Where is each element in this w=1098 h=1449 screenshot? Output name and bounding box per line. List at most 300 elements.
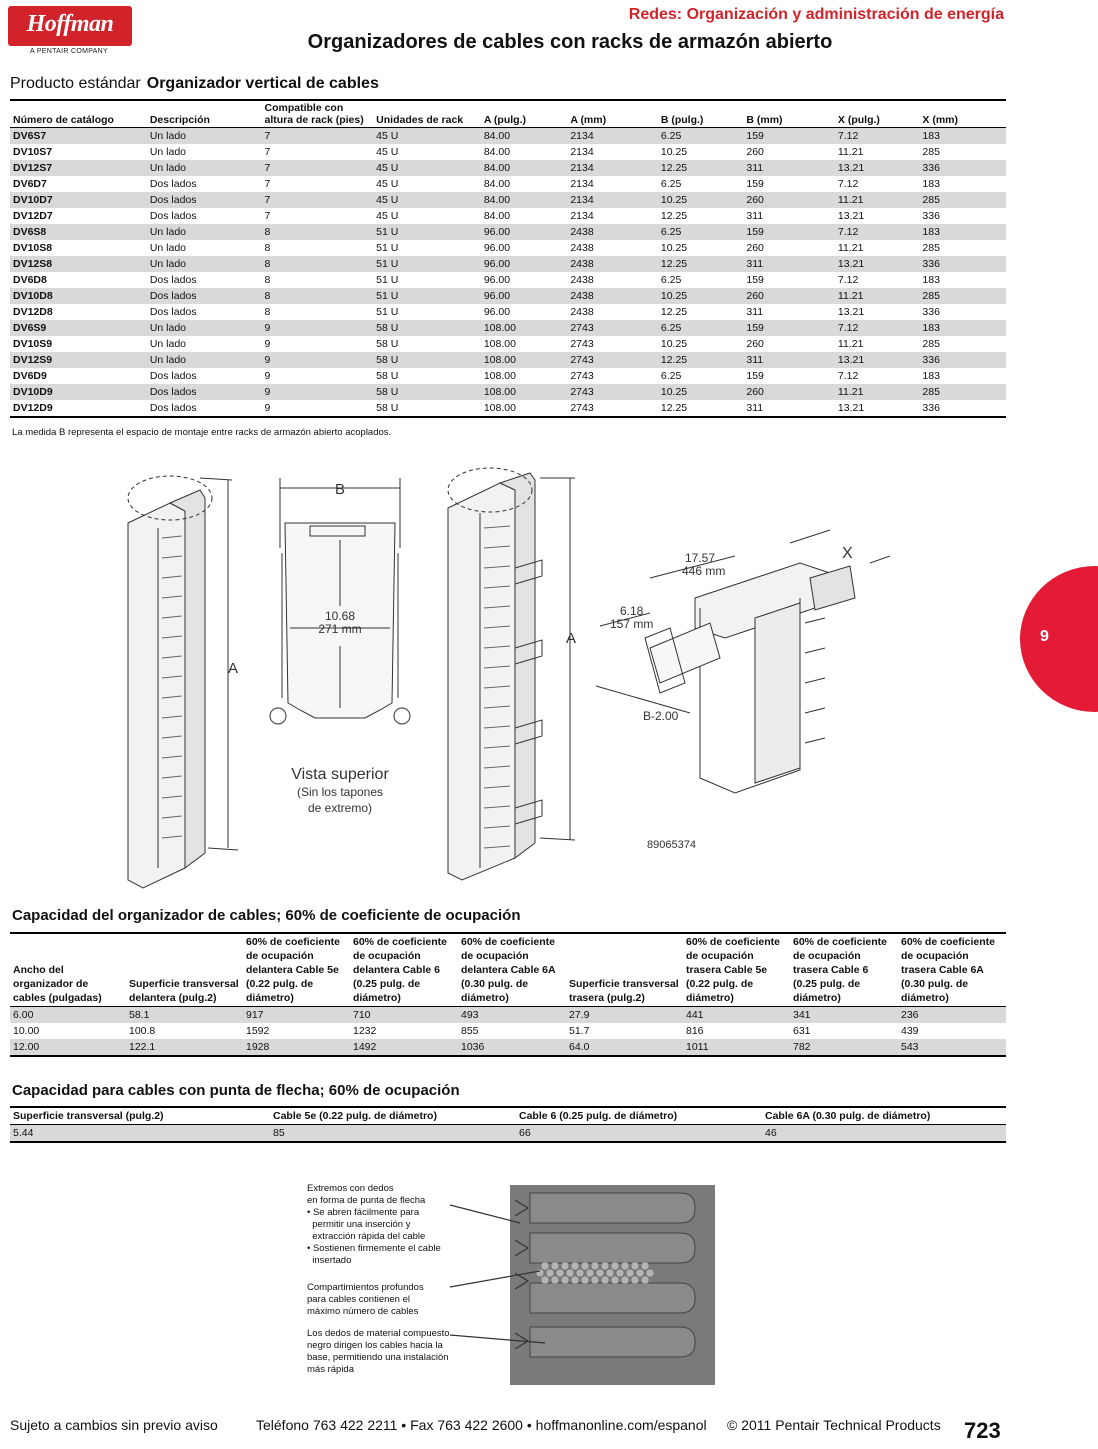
table-cell: 183 xyxy=(922,178,940,190)
table-row xyxy=(10,224,1006,240)
callout-line: base, permitiendo una instalación xyxy=(307,1352,449,1363)
catalog-header-cell: X (mm) xyxy=(919,100,1006,128)
table-cell: 10.00 xyxy=(13,1025,40,1037)
table-cell: DV10D8 xyxy=(10,288,147,304)
table-cell: 11.21 xyxy=(837,338,864,350)
table-cell: 8 xyxy=(264,306,271,318)
label-a-middle: A xyxy=(566,630,577,647)
table-cell: 45 U xyxy=(376,146,399,158)
catalog-header-cell: A (pulg.) xyxy=(481,100,568,128)
callout-line: insertado xyxy=(307,1255,352,1266)
table-cell: 183 xyxy=(919,224,1006,240)
part-number: 89065374 xyxy=(647,839,696,851)
table-cell: Dos lados xyxy=(147,192,262,208)
table-row xyxy=(10,384,1006,400)
table-cell: 311 xyxy=(743,256,835,272)
table-cell: 8 xyxy=(262,224,374,240)
callout-line: máximo número de cables xyxy=(307,1306,419,1317)
table-cell: 11.21 xyxy=(835,288,920,304)
table-cell: 439 xyxy=(901,1025,919,1037)
table-cell: DV12D7 xyxy=(13,210,53,222)
table-cell: 9 xyxy=(264,402,271,414)
table-cell: 45 U xyxy=(373,160,481,176)
table-row xyxy=(10,240,1006,256)
product-subtitle xyxy=(10,75,379,93)
table-cell: 108.00 xyxy=(483,402,516,414)
capacity-header-cell: Superficie transversal delantera (pulg.2) xyxy=(126,933,243,1007)
table-cell: Dos lados xyxy=(147,384,262,400)
table-cell: 2743 xyxy=(570,402,594,414)
label-x: X xyxy=(842,545,853,562)
dim-b-minus: B-2.00 xyxy=(643,709,679,723)
callout-line: Compartimientos profundos xyxy=(307,1282,424,1293)
table-cell: 84.00 xyxy=(481,128,568,145)
table-cell: DV10S9 xyxy=(13,338,53,350)
table-cell: 58 U xyxy=(376,402,399,414)
table-cell: 51 U xyxy=(373,224,481,240)
product-name: Organizador vertical de cables xyxy=(146,75,379,92)
table-cell: 85 xyxy=(270,1125,516,1143)
callout-line: • Sostienen firmemente el cable xyxy=(307,1243,441,1254)
table-cell: 9 xyxy=(262,384,374,400)
table-cell: Un lado xyxy=(147,352,262,368)
table-cell: 2134 xyxy=(570,178,594,190)
table-cell: 10.25 xyxy=(660,242,688,254)
table-cell: DV12S9 xyxy=(10,352,147,368)
catalog-header-cell: B (pulg.) xyxy=(658,100,744,128)
table-cell: 84.00 xyxy=(481,160,568,176)
table-cell: 12.25 xyxy=(658,256,744,272)
table-cell: 27.9 xyxy=(566,1007,683,1024)
table-cell: Un lado xyxy=(147,256,262,272)
table-cell: 285 xyxy=(919,192,1006,208)
table-row xyxy=(10,272,1006,288)
table-cell: 236 xyxy=(898,1007,1006,1024)
table-cell: 2438 xyxy=(570,242,594,254)
catalog-header-cell: Número de catálogo xyxy=(10,100,147,128)
table-cell: DV12D9 xyxy=(13,402,53,414)
table-cell: 2743 xyxy=(570,338,594,350)
table-cell: 12.00 xyxy=(10,1039,126,1056)
table-cell: DV12S7 xyxy=(10,160,147,176)
dim-depth-in: 6.18 xyxy=(620,604,644,618)
table-cell: 8 xyxy=(262,256,374,272)
table-row xyxy=(10,368,1006,384)
table-cell: 108.00 xyxy=(483,338,516,350)
table-cell: Un lado xyxy=(149,338,187,350)
table-cell: 122.1 xyxy=(126,1039,243,1056)
callout-line: más rápida xyxy=(307,1364,354,1375)
table-cell: 2743 xyxy=(567,384,658,400)
table-cell: DV6D7 xyxy=(13,178,47,190)
table-cell: 8 xyxy=(262,288,374,304)
table-cell: 336 xyxy=(922,306,940,318)
table-cell: 6.25 xyxy=(660,370,682,382)
table-cell: 58.1 xyxy=(126,1007,243,1024)
table-cell: 58 U xyxy=(376,338,399,350)
table-cell: 260 xyxy=(743,288,835,304)
table-cell: Un lado xyxy=(149,242,187,254)
page-title: Organizadores de cables con racks de armazón abierto xyxy=(307,31,833,53)
table-cell: 51.7 xyxy=(569,1025,590,1037)
callout-line: para cables contienen el xyxy=(307,1294,410,1305)
table-cell: 159 xyxy=(743,128,835,145)
table-row xyxy=(10,352,1006,368)
callout-line: extracción rápida del cable xyxy=(307,1231,426,1242)
arrow-header-cell: Cable 6 (0.25 pulg. de diámetro) xyxy=(516,1107,762,1125)
label-b: B xyxy=(334,481,346,498)
table-cell: 159 xyxy=(746,370,764,382)
table-cell: 543 xyxy=(898,1039,1006,1056)
table-cell: DV6D8 xyxy=(13,274,47,286)
page-number: 723 xyxy=(964,1418,1001,1443)
table-cell: 108.00 xyxy=(481,320,568,336)
table-cell: 10.25 xyxy=(660,338,688,350)
table-cell: 45 U xyxy=(376,178,399,190)
catalog-header-cell: A (mm) xyxy=(567,100,658,128)
footer-contact: Teléfono 763 422 2211 • Fax 763 422 2600 • hoffmanonline.com/espanol xyxy=(256,1417,707,1433)
arrow-header-cell: Superficie transversal (pulg.2) xyxy=(10,1107,270,1125)
table-cell: 260 xyxy=(743,192,835,208)
table-cell: 51 U xyxy=(373,288,481,304)
table-cell: 51 U xyxy=(376,242,399,254)
table-cell: DV6S7 xyxy=(10,128,147,145)
table-cell: 7 xyxy=(264,178,271,190)
table-cell: DV12D8 xyxy=(13,306,53,318)
organizer-left-drawing xyxy=(128,476,238,888)
capacity-header-cell: 60% de coeficiente de ocupación trasera Cable 6 (0.25 pulg. de diámetro) xyxy=(790,933,898,1007)
table-cell: 631 xyxy=(793,1025,811,1037)
detail-isometric-drawing xyxy=(596,530,890,793)
table-cell: 7 xyxy=(262,192,374,208)
table-cell: 7.12 xyxy=(835,320,920,336)
table-cell: 7.12 xyxy=(835,128,920,145)
table-cell: Un lado xyxy=(147,128,262,145)
table-cell: 260 xyxy=(746,242,764,254)
table-cell: 816 xyxy=(686,1025,704,1037)
table-cell: 260 xyxy=(746,338,764,350)
table-cell: 7.12 xyxy=(837,370,859,382)
arrow-capacity-title: Capacidad para cables con punta de flecha; 60% de ocupación xyxy=(12,1082,460,1099)
table-cell: 66 xyxy=(516,1125,762,1143)
table-cell: 96.00 xyxy=(483,306,511,318)
catalog-header-cell: Unidades de rack xyxy=(373,100,481,128)
table-cell: 7 xyxy=(264,146,271,158)
table-row xyxy=(10,176,1006,192)
table-cell: 84.00 xyxy=(483,178,511,190)
table-cell: 9 xyxy=(264,338,271,350)
capacity-title: Capacidad del organizador de cables; 60% de coeficiente de ocupación xyxy=(12,907,521,924)
table-cell: 84.00 xyxy=(481,192,568,208)
capacity-table xyxy=(10,932,1006,1057)
table-cell: 108.00 xyxy=(481,384,568,400)
table-cell: 96.00 xyxy=(481,224,568,240)
table-cell: 46 xyxy=(762,1125,1006,1143)
table-cell: 8 xyxy=(264,274,271,286)
table-cell: 493 xyxy=(458,1007,566,1024)
table-cell: 285 xyxy=(922,146,940,158)
table-cell: 58 U xyxy=(376,370,399,382)
footer-copyright: © 2011 Pentair Technical Products xyxy=(727,1417,941,1433)
table-cell: 6.25 xyxy=(658,224,744,240)
top-view-drawing xyxy=(270,478,410,724)
table-row xyxy=(10,256,1006,272)
table-cell: 311 xyxy=(746,306,764,318)
arrow-header-cell: Cable 6A (0.30 pulg. de diámetro) xyxy=(762,1107,1006,1125)
table-cell: 7 xyxy=(262,160,374,176)
table-cell: 2743 xyxy=(567,320,658,336)
organizer-middle-drawing xyxy=(448,468,575,880)
chapter-number: 9 xyxy=(1040,628,1049,645)
table-cell: 96.00 xyxy=(481,256,568,272)
table-cell: 336 xyxy=(919,352,1006,368)
table-cell: DV6D9 xyxy=(13,370,47,382)
table-cell: 159 xyxy=(746,274,764,286)
callout-arrowhead-fingers xyxy=(307,1183,441,1267)
table-cell: 58 U xyxy=(373,320,481,336)
table-cell: Dos lados xyxy=(149,178,197,190)
table-cell: 45 U xyxy=(376,210,399,222)
table-cell: 2134 xyxy=(570,146,594,158)
table-cell: Dos lados xyxy=(149,210,197,222)
chapter-tab xyxy=(1020,566,1098,712)
table-cell: Dos lados xyxy=(149,402,197,414)
catalog-header-cell: B (mm) xyxy=(743,100,835,128)
table-cell: 285 xyxy=(922,338,940,350)
table-cell: Dos lados xyxy=(147,288,262,304)
table-cell: 311 xyxy=(746,402,764,414)
table-note: La medida B representa el espacio de montaje entre racks de armazón abierto acoplados. xyxy=(12,427,392,438)
table-cell: 45 U xyxy=(373,192,481,208)
table-row xyxy=(10,320,1006,336)
table-cell: 64.0 xyxy=(566,1039,683,1056)
table-cell: 2134 xyxy=(567,160,658,176)
table-cell: 96.00 xyxy=(481,288,568,304)
dim-depth-mm: 157 mm xyxy=(610,617,654,631)
table-cell: 917 xyxy=(243,1007,350,1024)
table-cell: 58 U xyxy=(373,384,481,400)
capacity-header-cell: 60% de coeficiente de ocupación trasera Cable 5e (0.22 pulg. de diámetro) xyxy=(683,933,790,1007)
table-cell: DV6S8 xyxy=(10,224,147,240)
catalog-header-cell: Compatible con altura de rack (pies) xyxy=(262,100,374,128)
table-cell: 8 xyxy=(264,242,271,254)
table-cell: 1928 xyxy=(243,1039,350,1056)
table-row xyxy=(10,1125,1006,1143)
table-cell: 7.12 xyxy=(837,178,859,190)
table-row xyxy=(10,208,1006,224)
callout-line: Los dedos de material compuesto xyxy=(307,1328,450,1339)
table-cell: 13.21 xyxy=(837,306,865,318)
capacity-header-cell: 60% de coeficiente de ocupación delantera Cable 6A (0.30 pulg. de diámetro) xyxy=(458,933,566,1007)
capacity-header-cell: 60% de coeficiente de ocupación delantera Cable 6 (0.25 pulg. de diámetro) xyxy=(350,933,458,1007)
table-cell: 260 xyxy=(743,384,835,400)
table-cell: 12.25 xyxy=(660,210,688,222)
table-cell: 341 xyxy=(790,1007,898,1024)
table-cell: 13.21 xyxy=(835,160,920,176)
table-cell: Dos lados xyxy=(149,370,197,382)
table-cell: 100.8 xyxy=(129,1025,156,1037)
table-row xyxy=(10,160,1006,176)
top-view-label: Vista superior xyxy=(291,766,389,783)
table-cell: 285 xyxy=(919,288,1006,304)
table-cell: 13.21 xyxy=(835,256,920,272)
table-cell: 11.21 xyxy=(837,242,864,254)
table-cell: Dos lados xyxy=(149,274,197,286)
table-cell: Un lado xyxy=(147,320,262,336)
table-row xyxy=(10,1039,1006,1056)
table-cell: 51 U xyxy=(376,274,399,286)
table-cell: 12.25 xyxy=(660,402,688,414)
table-cell: 2134 xyxy=(567,128,658,145)
table-cell: 12.25 xyxy=(658,352,744,368)
table-cell: DV10D9 xyxy=(10,384,147,400)
table-cell: 2438 xyxy=(567,224,658,240)
table-cell: 9 xyxy=(262,352,374,368)
dim-width-mm: 446 mm xyxy=(682,564,726,578)
label-a-left: A xyxy=(228,660,239,677)
table-cell: 6.25 xyxy=(660,178,682,190)
table-cell: 311 xyxy=(743,352,835,368)
table-cell: 58 U xyxy=(373,352,481,368)
table-row xyxy=(10,128,1006,145)
catalog-header-cell: Descripción xyxy=(147,100,262,128)
dim-inner-in: 10.68 xyxy=(324,609,356,623)
table-cell: 11.21 xyxy=(835,192,920,208)
table-cell: 10.25 xyxy=(658,192,744,208)
table-cell: 336 xyxy=(919,160,1006,176)
table-cell: DV6S9 xyxy=(10,320,147,336)
capacity-table-header xyxy=(10,933,1006,1007)
top-view-note1: (Sin los tapones xyxy=(296,785,384,799)
table-cell: 710 xyxy=(350,1007,458,1024)
table-cell: 6.25 xyxy=(658,320,744,336)
table-cell: 159 xyxy=(743,320,835,336)
table-row xyxy=(10,400,1006,417)
table-row xyxy=(10,1007,1006,1024)
table-cell: DV12S8 xyxy=(10,256,147,272)
table-cell: 159 xyxy=(743,224,835,240)
catalog-table xyxy=(10,99,1006,418)
table-cell: 2438 xyxy=(570,274,594,286)
capacity-header-cell: 60% de coeficiente de ocupación trasera Cable 6A (0.30 pulg. de diámetro) xyxy=(898,933,1006,1007)
table-cell: 10.25 xyxy=(658,384,744,400)
table-cell: 51 U xyxy=(373,256,481,272)
table-cell: 311 xyxy=(743,160,835,176)
table-row xyxy=(10,288,1006,304)
arrow-header-cell: Cable 5e (0.22 pulg. de diámetro) xyxy=(270,1107,516,1125)
callout-line: en forma de punta de flecha xyxy=(307,1195,426,1206)
table-cell: 11.21 xyxy=(837,146,864,158)
table-cell: 96.00 xyxy=(483,274,511,286)
arrow-capacity-table xyxy=(10,1106,1006,1143)
capacity-header-cell: Superficie transversal trasera (pulg.2) xyxy=(566,933,683,1007)
table-cell: 13.21 xyxy=(837,210,865,222)
table-cell: 183 xyxy=(922,370,940,382)
table-cell: 159 xyxy=(746,178,764,190)
table-cell: 13.21 xyxy=(837,402,865,414)
table-cell: 7.12 xyxy=(837,274,859,286)
table-cell: 6.00 xyxy=(10,1007,126,1024)
table-cell: 108.00 xyxy=(483,370,516,382)
table-cell: 2134 xyxy=(567,192,658,208)
table-cell: 2743 xyxy=(570,370,594,382)
table-cell: 1036 xyxy=(458,1039,566,1056)
table-cell: 2743 xyxy=(567,352,658,368)
table-row xyxy=(10,336,1006,352)
table-cell: 336 xyxy=(922,210,940,222)
catalog-table-header xyxy=(10,100,1006,128)
table-row xyxy=(10,304,1006,320)
table-cell: 7.12 xyxy=(835,224,920,240)
callout-line: • Se abren fácilmente para xyxy=(307,1207,420,1218)
table-cell: 9 xyxy=(262,320,374,336)
table-cell: DV10S8 xyxy=(13,242,53,254)
table-row xyxy=(10,144,1006,160)
table-cell: 11.21 xyxy=(835,384,920,400)
table-cell: 12.25 xyxy=(658,160,744,176)
table-row xyxy=(10,1023,1006,1039)
table-cell: 9 xyxy=(264,370,271,382)
table-cell: 2438 xyxy=(567,288,658,304)
callout-line: negro dirigen los cables hacia la xyxy=(307,1340,443,1351)
table-cell: 10.25 xyxy=(660,146,688,158)
table-cell: 311 xyxy=(746,210,764,222)
table-cell: 855 xyxy=(461,1025,479,1037)
table-cell: 84.00 xyxy=(483,146,511,158)
dim-inner-mm: 271 mm xyxy=(318,622,362,636)
table-cell: 1011 xyxy=(683,1039,790,1056)
table-cell: 96.00 xyxy=(483,242,511,254)
section-heading: Redes: Organización y administración de energía xyxy=(628,6,1004,23)
callout-line: permitir una inserción y xyxy=(307,1219,411,1230)
catalog-header-cell: X (pulg.) xyxy=(835,100,920,128)
arrow-table-header xyxy=(10,1107,1006,1125)
table-cell: 13.21 xyxy=(835,352,920,368)
table-cell: 5.44 xyxy=(10,1125,270,1143)
capacity-header-cell: 60% de coeficiente de ocupación delantera Cable 5e (0.22 pulg. de diámetro) xyxy=(243,933,350,1007)
table-cell: 441 xyxy=(683,1007,790,1024)
table-cell: 1592 xyxy=(246,1025,270,1037)
table-cell: 7 xyxy=(262,128,374,145)
table-cell: 1232 xyxy=(353,1025,377,1037)
product-label: Producto estándar xyxy=(10,75,141,92)
capacity-header-cell: Ancho del organizador de cables (pulgadas) xyxy=(10,933,126,1007)
table-cell: 2438 xyxy=(570,306,594,318)
top-view-note2: de extremo) xyxy=(307,801,373,815)
table-cell: 336 xyxy=(919,256,1006,272)
technical-drawing xyxy=(110,448,1010,898)
table-cell: Un lado xyxy=(147,224,262,240)
table-cell: DV10S7 xyxy=(13,146,53,158)
table-cell: 7 xyxy=(264,210,271,222)
table-cell: 183 xyxy=(919,320,1006,336)
table-row xyxy=(10,192,1006,208)
table-cell: 260 xyxy=(746,146,764,158)
table-cell: 2438 xyxy=(567,256,658,272)
table-cell: DV10D7 xyxy=(10,192,147,208)
table-cell: 782 xyxy=(790,1039,898,1056)
table-cell: 183 xyxy=(919,128,1006,145)
table-cell: 6.25 xyxy=(660,274,682,286)
table-cell: 12.25 xyxy=(660,306,688,318)
table-cell: Un lado xyxy=(147,160,262,176)
logo-text: Hoffman xyxy=(26,11,114,37)
logo-subtitle: A PENTAIR COMPANY xyxy=(30,48,108,55)
table-cell: 336 xyxy=(922,402,940,414)
callout-deep-compartments xyxy=(307,1282,424,1318)
callout-line: Extremos con dedos xyxy=(307,1183,394,1194)
table-cell: 285 xyxy=(922,242,940,254)
